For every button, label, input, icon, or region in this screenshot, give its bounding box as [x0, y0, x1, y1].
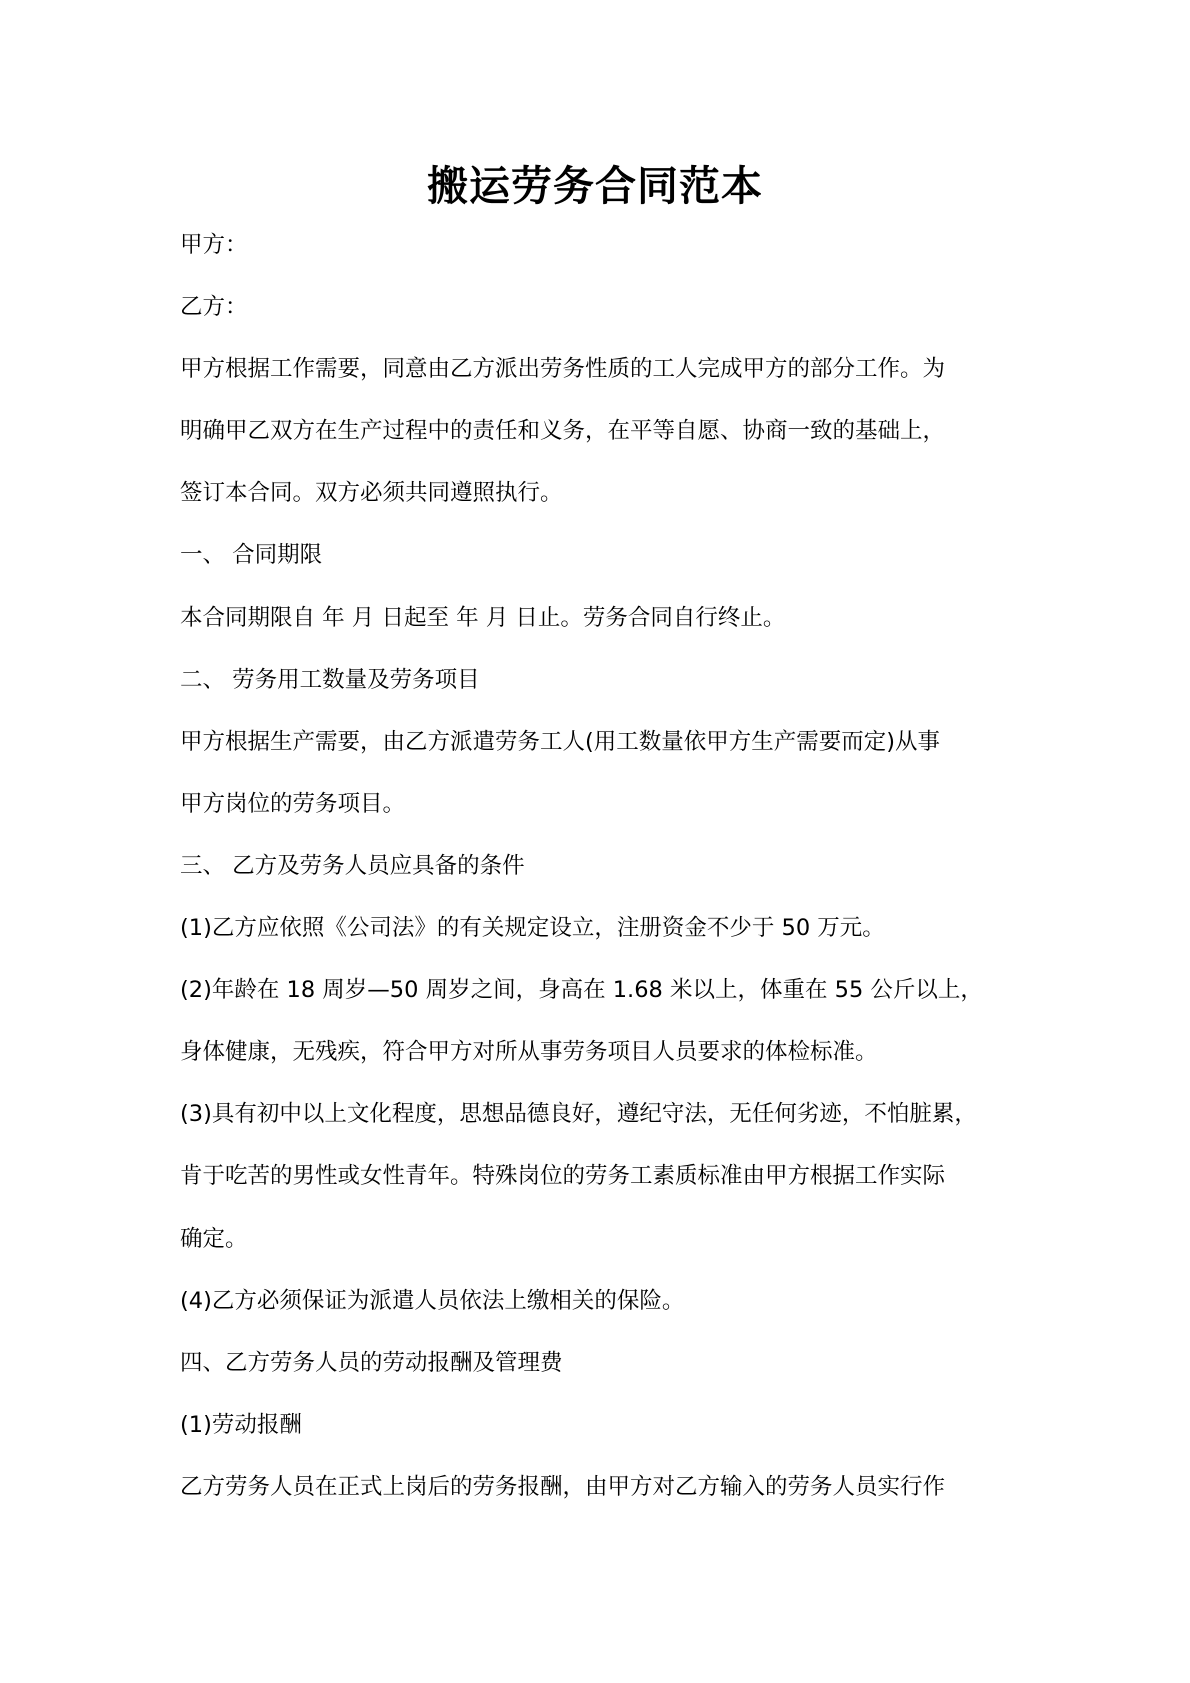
body-text-line: 签订本合同。双方必须共同遵照执行。 — [180, 480, 563, 507]
clause-line: (3)具有初中以上文化程度，思想品德良好，遵纪守法，无任何劣迹，不怕脏累， — [180, 1101, 977, 1128]
clause-line: 确定。 — [180, 1225, 248, 1252]
section-heading: 四、乙方劳务人员的劳动报酬及管理费 — [180, 1349, 563, 1376]
clause-line: 身体健康，无残疾，符合甲方对所从事劳务项目人员要求的体检标准。 — [180, 1039, 878, 1066]
body-text-line: 明确甲乙双方在生产过程中的责任和义务，在平等自愿、协商一致的基础上， — [180, 418, 946, 445]
party-a-line: 甲方： — [180, 232, 248, 258]
body-text-line: 本合同期限自 年 月 日起至 年 月 日止。劳务合同自行终止。 — [180, 604, 786, 631]
document-title: 搬运劳务合同范本 — [427, 162, 763, 210]
party-b-line: 乙方： — [180, 294, 248, 321]
body-text-line: 甲方根据工作需要，同意由乙方派出劳务性质的工人完成甲方的部分工作。为 — [180, 356, 946, 383]
section-heading: 二、 劳务用工数量及劳务项目 — [180, 666, 480, 693]
section-heading: 一、 合同期限 — [180, 542, 323, 569]
clause-line: (1)乙方应依照《公司法》的有关规定设立，注册资金不少于 50 万元。 — [180, 915, 885, 942]
body-text-line: 乙方劳务人员在正式上岗后的劳务报酬，由甲方对乙方输入的劳务人员实行作 — [180, 1473, 946, 1500]
clause-line: (2)年龄在 18 周岁—50 周岁之间，身高在 1.68 米以上，体重在 55 公斤以上， — [180, 977, 983, 1004]
body-text-line: 甲方根据生产需要，由乙方派遣劳务工人(用工数量依甲方生产需要而定)从事 — [180, 728, 941, 755]
subsection-heading: (1)劳动报酬 — [180, 1411, 302, 1438]
clause-line: 肯于吃苦的男性或女性青年。特殊岗位的劳务工素质标准由甲方根据工作实际 — [180, 1163, 946, 1190]
section-heading: 三、 乙方及劳务人员应具备的条件 — [180, 852, 525, 879]
document-body — [180, 231, 1040, 1535]
body-text-line: 甲方岗位的劳务项目。 — [180, 790, 406, 817]
clause-line: (4)乙方必须保证为派遣人员依法上缴相关的保险。 — [180, 1287, 685, 1314]
